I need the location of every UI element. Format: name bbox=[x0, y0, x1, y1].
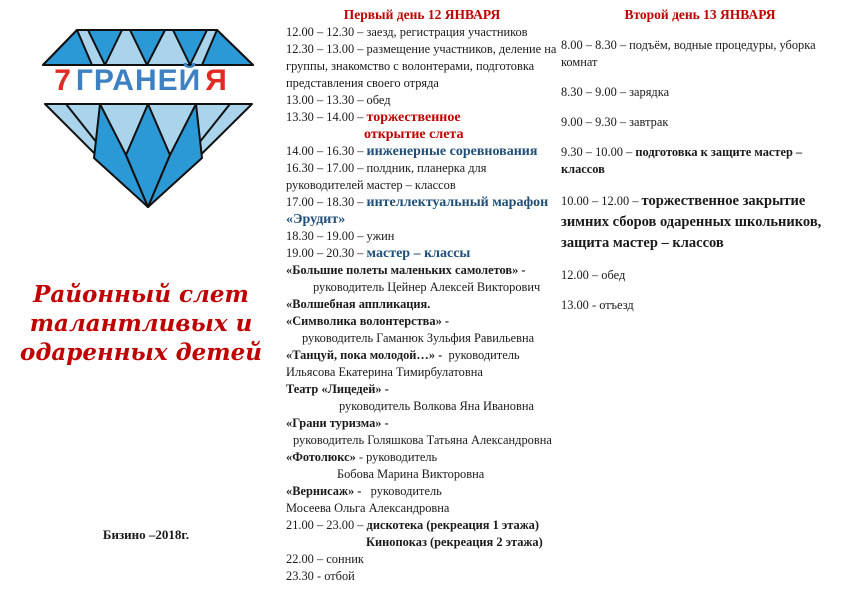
schedule-text: 17.00 – 18.30 – bbox=[286, 195, 367, 209]
schedule-text: «Вернисаж» - bbox=[286, 484, 365, 498]
schedule-text: 13.30 – 14.00 – bbox=[286, 110, 367, 124]
schedule-text: 9.30 – 10.00 – bbox=[561, 145, 636, 159]
schedule-text: Ильясова Екатерина Тимирбулатовна bbox=[286, 365, 483, 379]
schedule-line bbox=[286, 262, 558, 279]
day1-column bbox=[286, 6, 558, 585]
schedule-line bbox=[561, 297, 839, 314]
logo-title bbox=[0, 64, 282, 98]
schedule-text: руководитель bbox=[364, 484, 442, 498]
schedule-text: «Волшебная аппликация. bbox=[286, 297, 431, 311]
schedule-text: 19.00 – 20.30 – bbox=[286, 246, 367, 260]
schedule-text: интеллектуальный марафон bbox=[366, 195, 549, 210]
schedule-line bbox=[286, 24, 558, 41]
schedule-line bbox=[286, 398, 558, 415]
schedule-text: группы, знакомство с волонтерами, подготовка bbox=[286, 59, 535, 73]
schedule-text: Мосеева Ольга Александровна bbox=[286, 501, 450, 515]
schedule-text: - руководитель bbox=[355, 450, 438, 464]
schedule-line bbox=[286, 313, 558, 330]
schedule-text: «Символика волонтерства» - bbox=[286, 314, 449, 328]
schedule-text: 8.00 – 8.30 – подъём, водные процедуры, уборка bbox=[561, 38, 816, 52]
schedule-line bbox=[561, 144, 839, 161]
cover-slogan bbox=[0, 280, 282, 367]
schedule-text: 18.30 – 19.00 – ужин bbox=[286, 229, 395, 243]
schedule-text: 23.30 - отбой bbox=[286, 569, 355, 583]
schedule-text: дискотека (рекреация 1 этажа) bbox=[366, 518, 539, 532]
schedule-line bbox=[286, 126, 558, 143]
schedule-text: Бобова Марина Викторовна bbox=[337, 467, 485, 481]
schedule-text: Театр «Лицедей» - bbox=[286, 382, 389, 396]
schedule-text: подготовка к защите мастер – bbox=[635, 145, 803, 159]
schedule-line bbox=[286, 160, 558, 177]
schedule-text: «Танцуй, пока молодой…» - bbox=[286, 348, 446, 362]
schedule-line bbox=[561, 191, 839, 212]
schedule-line bbox=[286, 568, 558, 585]
schedule-line bbox=[286, 245, 558, 262]
logo-ya: Я bbox=[205, 64, 228, 97]
diamond-logo bbox=[26, 22, 261, 217]
schedule-line bbox=[286, 517, 558, 534]
schedule-line bbox=[286, 109, 558, 126]
schedule-text: 12.00 – 12.30 – заезд, регистрация участников bbox=[286, 25, 528, 39]
cover-footer-text: Бизино –2018г. bbox=[102, 527, 190, 542]
schedule-line bbox=[286, 381, 558, 398]
schedule-text: 10.00 – 12.00 – bbox=[561, 194, 642, 208]
schedule-text: Кинопоказ (рекреация 2 этажа) bbox=[366, 535, 543, 549]
schedule-line bbox=[286, 228, 558, 245]
schedule-text: 12.30 – 13.00 – размещение участников, деление на bbox=[286, 42, 557, 56]
schedule-text: руководитель bbox=[445, 348, 520, 362]
day1-title: Первый день 12 ЯНВАРЯ bbox=[343, 7, 501, 22]
schedule-text: 22.00 – сонник bbox=[286, 552, 364, 566]
schedule-line bbox=[286, 466, 558, 483]
schedule-line bbox=[286, 279, 558, 296]
slogan-line: Районный слет bbox=[33, 281, 249, 308]
schedule-text: 9.00 – 9.30 – завтрак bbox=[561, 115, 669, 129]
schedule-text: руководитель Волкова Яна Ивановна bbox=[339, 399, 534, 413]
schedule-line bbox=[286, 296, 558, 313]
schedule-text: торжественное закрытие bbox=[641, 193, 806, 209]
logo-word: ГРАНЕЙ bbox=[75, 64, 202, 97]
slogan-line: одаренных детей bbox=[20, 339, 262, 366]
schedule-line bbox=[561, 212, 839, 233]
schedule-text: 13.00 – 13.30 – обед bbox=[286, 93, 391, 107]
schedule-text: руководитель Гаманюк Зульфия Равильевна bbox=[302, 331, 535, 345]
schedule-text: руководителей мастер – классов bbox=[286, 178, 456, 192]
schedule-text: защита мастер – классов bbox=[561, 235, 724, 251]
schedule-line bbox=[286, 364, 558, 381]
schedule-text: инженерные соревнования bbox=[366, 144, 538, 159]
schedule-line bbox=[286, 500, 558, 517]
schedule-text: мастер – классы bbox=[366, 246, 471, 261]
schedule-line bbox=[561, 84, 839, 101]
schedule-text: 16.30 – 17.00 – полдник, планерка для bbox=[286, 161, 487, 175]
schedule-line bbox=[286, 75, 558, 92]
schedule-line bbox=[561, 114, 839, 131]
schedule-line bbox=[286, 58, 558, 75]
schedule-text: торжественное bbox=[366, 110, 461, 125]
schedule-line bbox=[561, 233, 839, 254]
schedule-line bbox=[561, 161, 839, 178]
schedule-line bbox=[286, 551, 558, 568]
schedule-text: комнат bbox=[561, 55, 598, 69]
schedule-line bbox=[561, 267, 839, 284]
schedule-text: 13.00 - отъезд bbox=[561, 298, 634, 312]
schedule-line bbox=[286, 143, 558, 160]
schedule-text: зимних сборов одаренных школьников, bbox=[561, 214, 822, 230]
schedule-text: «Эрудит» bbox=[286, 212, 346, 227]
day1-schedule bbox=[286, 24, 558, 585]
logo-seven: 7 bbox=[54, 64, 72, 97]
schedule-line bbox=[286, 415, 558, 432]
schedule-line bbox=[561, 37, 839, 54]
day2-column bbox=[561, 6, 839, 314]
schedule-line bbox=[286, 534, 558, 551]
schedule-line bbox=[561, 54, 839, 71]
schedule-line bbox=[286, 92, 558, 109]
schedule-text: «Фотолюкс» bbox=[286, 450, 356, 464]
schedule-text: открытие слета bbox=[364, 127, 464, 142]
day2-title: Второй день 13 ЯНВАРЯ bbox=[624, 7, 776, 22]
schedule-text: руководитель Голяшкова Татьяна Александровна bbox=[293, 433, 552, 447]
schedule-line bbox=[286, 483, 558, 500]
schedule-text: 8.30 – 9.00 – зарядка bbox=[561, 85, 670, 99]
schedule-line bbox=[286, 330, 558, 347]
schedule-line bbox=[286, 177, 558, 194]
schedule-text: 12.00 – обед bbox=[561, 268, 626, 282]
schedule-text: классов bbox=[561, 162, 605, 176]
schedule-line bbox=[286, 449, 558, 466]
day2-schedule bbox=[561, 37, 839, 314]
schedule-line bbox=[286, 194, 558, 211]
schedule-text: 14.00 – 16.30 – bbox=[286, 144, 367, 158]
schedule-line bbox=[286, 432, 558, 449]
slogan-line: талантливых и bbox=[29, 310, 253, 337]
schedule-text: 21.00 – 23.00 – bbox=[286, 518, 367, 532]
schedule-text: «Большие полеты маленьких самолетов» - bbox=[286, 263, 526, 277]
schedule-line bbox=[286, 41, 558, 58]
cover-panel bbox=[0, 0, 282, 595]
schedule-text: «Грани туризма» - bbox=[286, 416, 389, 430]
schedule-line bbox=[286, 347, 558, 364]
schedule-text: руководитель Цейнер Алексей Викторович bbox=[313, 280, 541, 294]
schedule-text: представления своего отряда bbox=[286, 76, 439, 90]
schedule-line bbox=[286, 211, 558, 228]
